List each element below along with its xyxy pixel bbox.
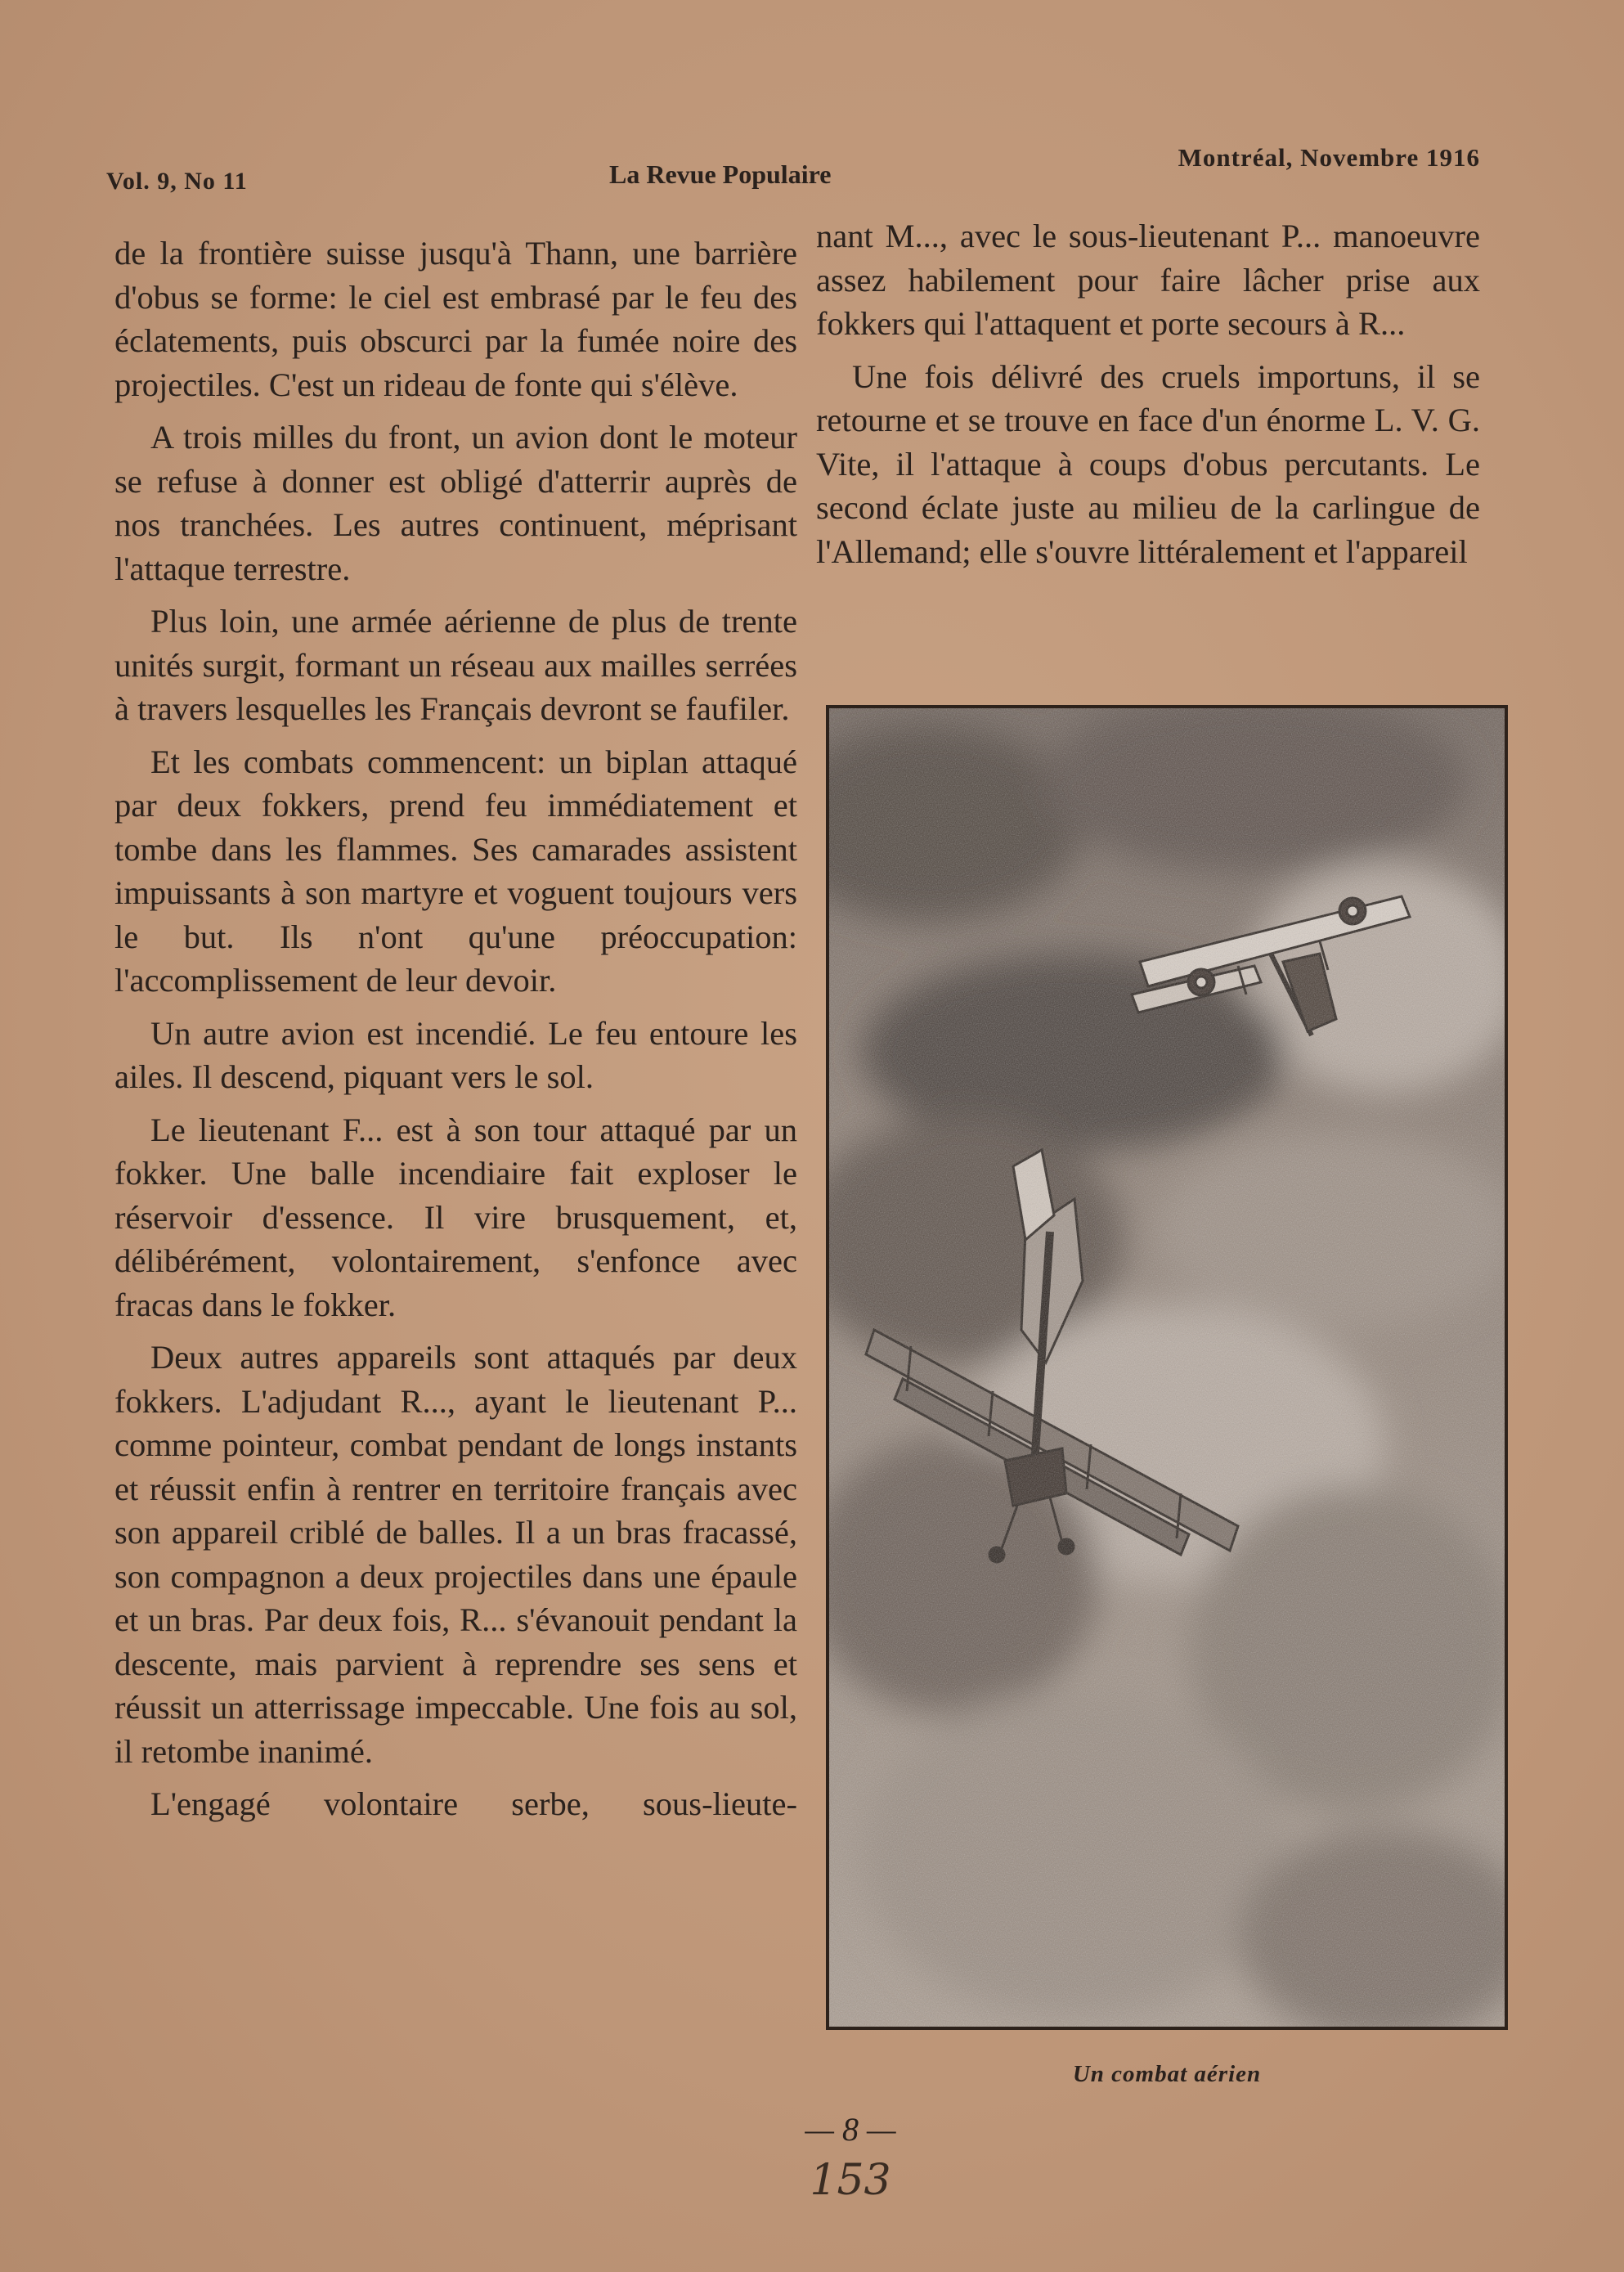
paragraph: Un autre avion est incendié. Le feu entoure les ailes. Il descend, piquant vers le sol. bbox=[114, 1014, 797, 1095]
paragraph: Une fois délivré des cruels importuns, il se retourne et se trouve en face d'un énorme L. V. G. Vite, il l'attaque à coups d'obus percutants. Le second éclate juste au milieu de la carlingue de l'Allemand; elle s'ouvre littéralement et l'appareil bbox=[816, 357, 1480, 570]
left-text-column bbox=[114, 231, 797, 1826]
running-header bbox=[106, 143, 1480, 195]
paragraph: A trois milles du front, un avion dont le moteur se refuse à donner est obligé d'atterrir auprès de nos tranchées. Les autres continuent, méprisant l'attaque terrestre. bbox=[114, 419, 797, 587]
volume-number: Vol. 9, No 11 bbox=[106, 168, 248, 195]
paragraph: de la frontière suisse jusqu'à Thann, une barrière d'obus se forme: le ciel est embrasé par le feu des éclatements, puis obscurci par la fumée noire des projectiles. C'est un rideau de fonte qui s'élève. bbox=[114, 235, 797, 403]
paragraph: Le lieutenant F... est à son tour attaqué par un fokker. Une balle incendiaire fait exploser le réservoir d'essence. Il vire brusquement, et, délibérément, volontairement, s'enfonce avec fracas dans le fokker. bbox=[114, 1111, 797, 1323]
handwritten-page-number: 153 bbox=[810, 2156, 891, 2205]
paragraph: Et les combats commencent: un biplan attaqué par deux fokkers, prend feu immédiatement et tombe dans les flammes. Ses camarades assistent impuissants à son martyre et voguent toujours vers le but. Ils n'ont qu'une préoccupation: l'accomplissement de leur devoir. bbox=[114, 743, 797, 999]
magazine-title: La Revue Populaire bbox=[609, 159, 832, 189]
paragraph: Plus loin, une armée aérienne de plus de trente unités surgit, formant un réseau aux mailles serrées à travers lesquelles les Français devront se faufiler. bbox=[114, 603, 797, 727]
right-text-column bbox=[816, 214, 1480, 582]
paragraph: Deux autres appareils sont attaqués par deux fokkers. L'adjudant R..., ayant le lieutenant P... comme pointeur, combat pendant de longs instants et réussit enfin à rentrer en territoire français avec son appareil criblé de balles. Il a un bras fracassé, son compagnon a deux projectiles dans une épaule et un bras. Par deux fois, R... s'évanouit pendant la descente, mais parvient à reprendre ses sens et réussit un atterrissage impeccable. Une fois au sol, il retombe inanimé. bbox=[114, 1339, 797, 1770]
illustration-drawing bbox=[829, 708, 1505, 2027]
aerial-combat-illustration bbox=[826, 705, 1508, 2030]
folio-mark: — 8 — bbox=[805, 2111, 896, 2148]
paragraph: nant M..., avec le sous-lieutenant P... manoeuvre assez habilement pour faire lâcher prise aux fokkers qui l'attaquent et porte secours à R... bbox=[816, 218, 1480, 342]
figure-caption: Un combat aérien bbox=[1072, 2061, 1262, 2087]
paragraph: L'engagé volontaire serbe, sous-lieute- bbox=[150, 1785, 797, 1822]
issue-date: Montréal, Novembre 1916 bbox=[1178, 143, 1480, 172]
